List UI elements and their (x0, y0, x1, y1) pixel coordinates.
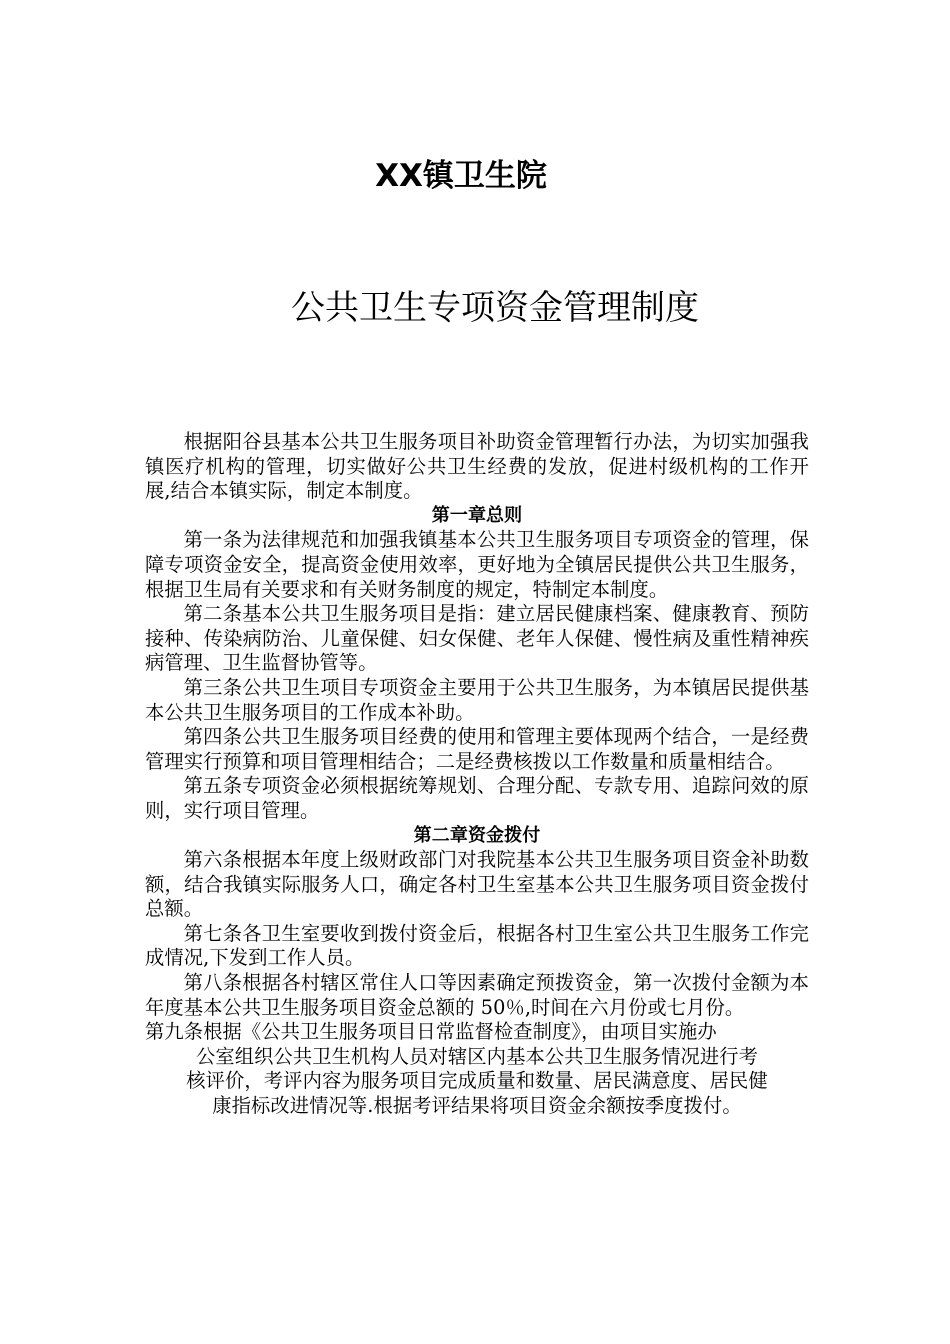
article-line: 第九条根据《公共卫生服务项目日常监督检查制度》，由项目实施办 (145, 1020, 717, 1044)
intro-paragraph: 根据阳谷县基本公共卫生服务项目补助资金管理暂行办法，为切实加强我镇医疗机构的管理，切实做好公共卫生经费的发放，促进村级机构的工作开展,结合本镇实际，制定本制度。 (145, 430, 809, 503)
article-paragraph: 第三条公共卫生项目专项资金主要用于公共卫生服务，为本镇居民提供基本公共卫生服务项目的工作成本补助。 (145, 675, 809, 724)
chapter-heading: 第一章总则 (431, 504, 523, 526)
article-line: 康指标改进情况等.根据考评结果将项目资金余额按季度拨付。 (212, 1094, 742, 1118)
document-subtitle: 公共卫生专项资金管理制度 (291, 288, 699, 328)
article-paragraph: 第六条根据本年度上级财政部门对我院基本公共卫生服务项目资金补助数额，结合我镇实际服务人口，确定各村卫生室基本公共卫生服务项目资金拨付总额。 (145, 848, 809, 921)
article-paragraph: 第一条为法律规范和加强我镇基本公共卫生服务项目专项资金的管理，保障专项资金安全，提高资金使用效率，更好地为全镇居民提供公共卫生服务，根据卫生局有关要求和有关财务制度的规定，特制定本制度。 (145, 528, 809, 601)
document-title: XX镇卫生院 (375, 158, 547, 194)
article-line: 公室组织公共卫生机构人员对辖区内基本公共卫生服务情况进行考 (195, 1044, 759, 1068)
article-paragraph: 第五条专项资金必须根据统筹规划、合理分配、专款专用、追踪问效的原则，实行项目管理。 (145, 774, 809, 822)
article-line: 核评价，考评内容为服务项目完成质量和数量、居民满意度、居民健 (186, 1069, 768, 1093)
chapter-heading: 第二章资金拨付 (413, 824, 541, 846)
article-paragraph: 第二条基本公共卫生服务项目是指：建立居民健康档案、健康教育、预防接种、传染病防治、儿童保健、妇女保健、老年人保健、慢性病及重性精神疾病管理、卫生监督协管等。 (145, 602, 809, 675)
article-paragraph: 第四条公共卫生服务项目经费的使用和管理主要体现两个结合，一是经费管理实行预算和项目管理相结合；二是经费核拨以工作数量和质量相结合。 (145, 725, 809, 773)
article-paragraph: 第八条根据各村辖区常住人口等因素确定预拨资金，第一次拨付金额为本年度基本公共卫生服务项目资金总额的 50％,时间在六月份或七月份。 (145, 971, 809, 1019)
document-body (145, 430, 809, 1119)
article-paragraph: 第七条各卫生室要收到拨付资金后，根据各村卫生室公共卫生服务工作完成情况,下发到工作人员。 (145, 921, 809, 970)
